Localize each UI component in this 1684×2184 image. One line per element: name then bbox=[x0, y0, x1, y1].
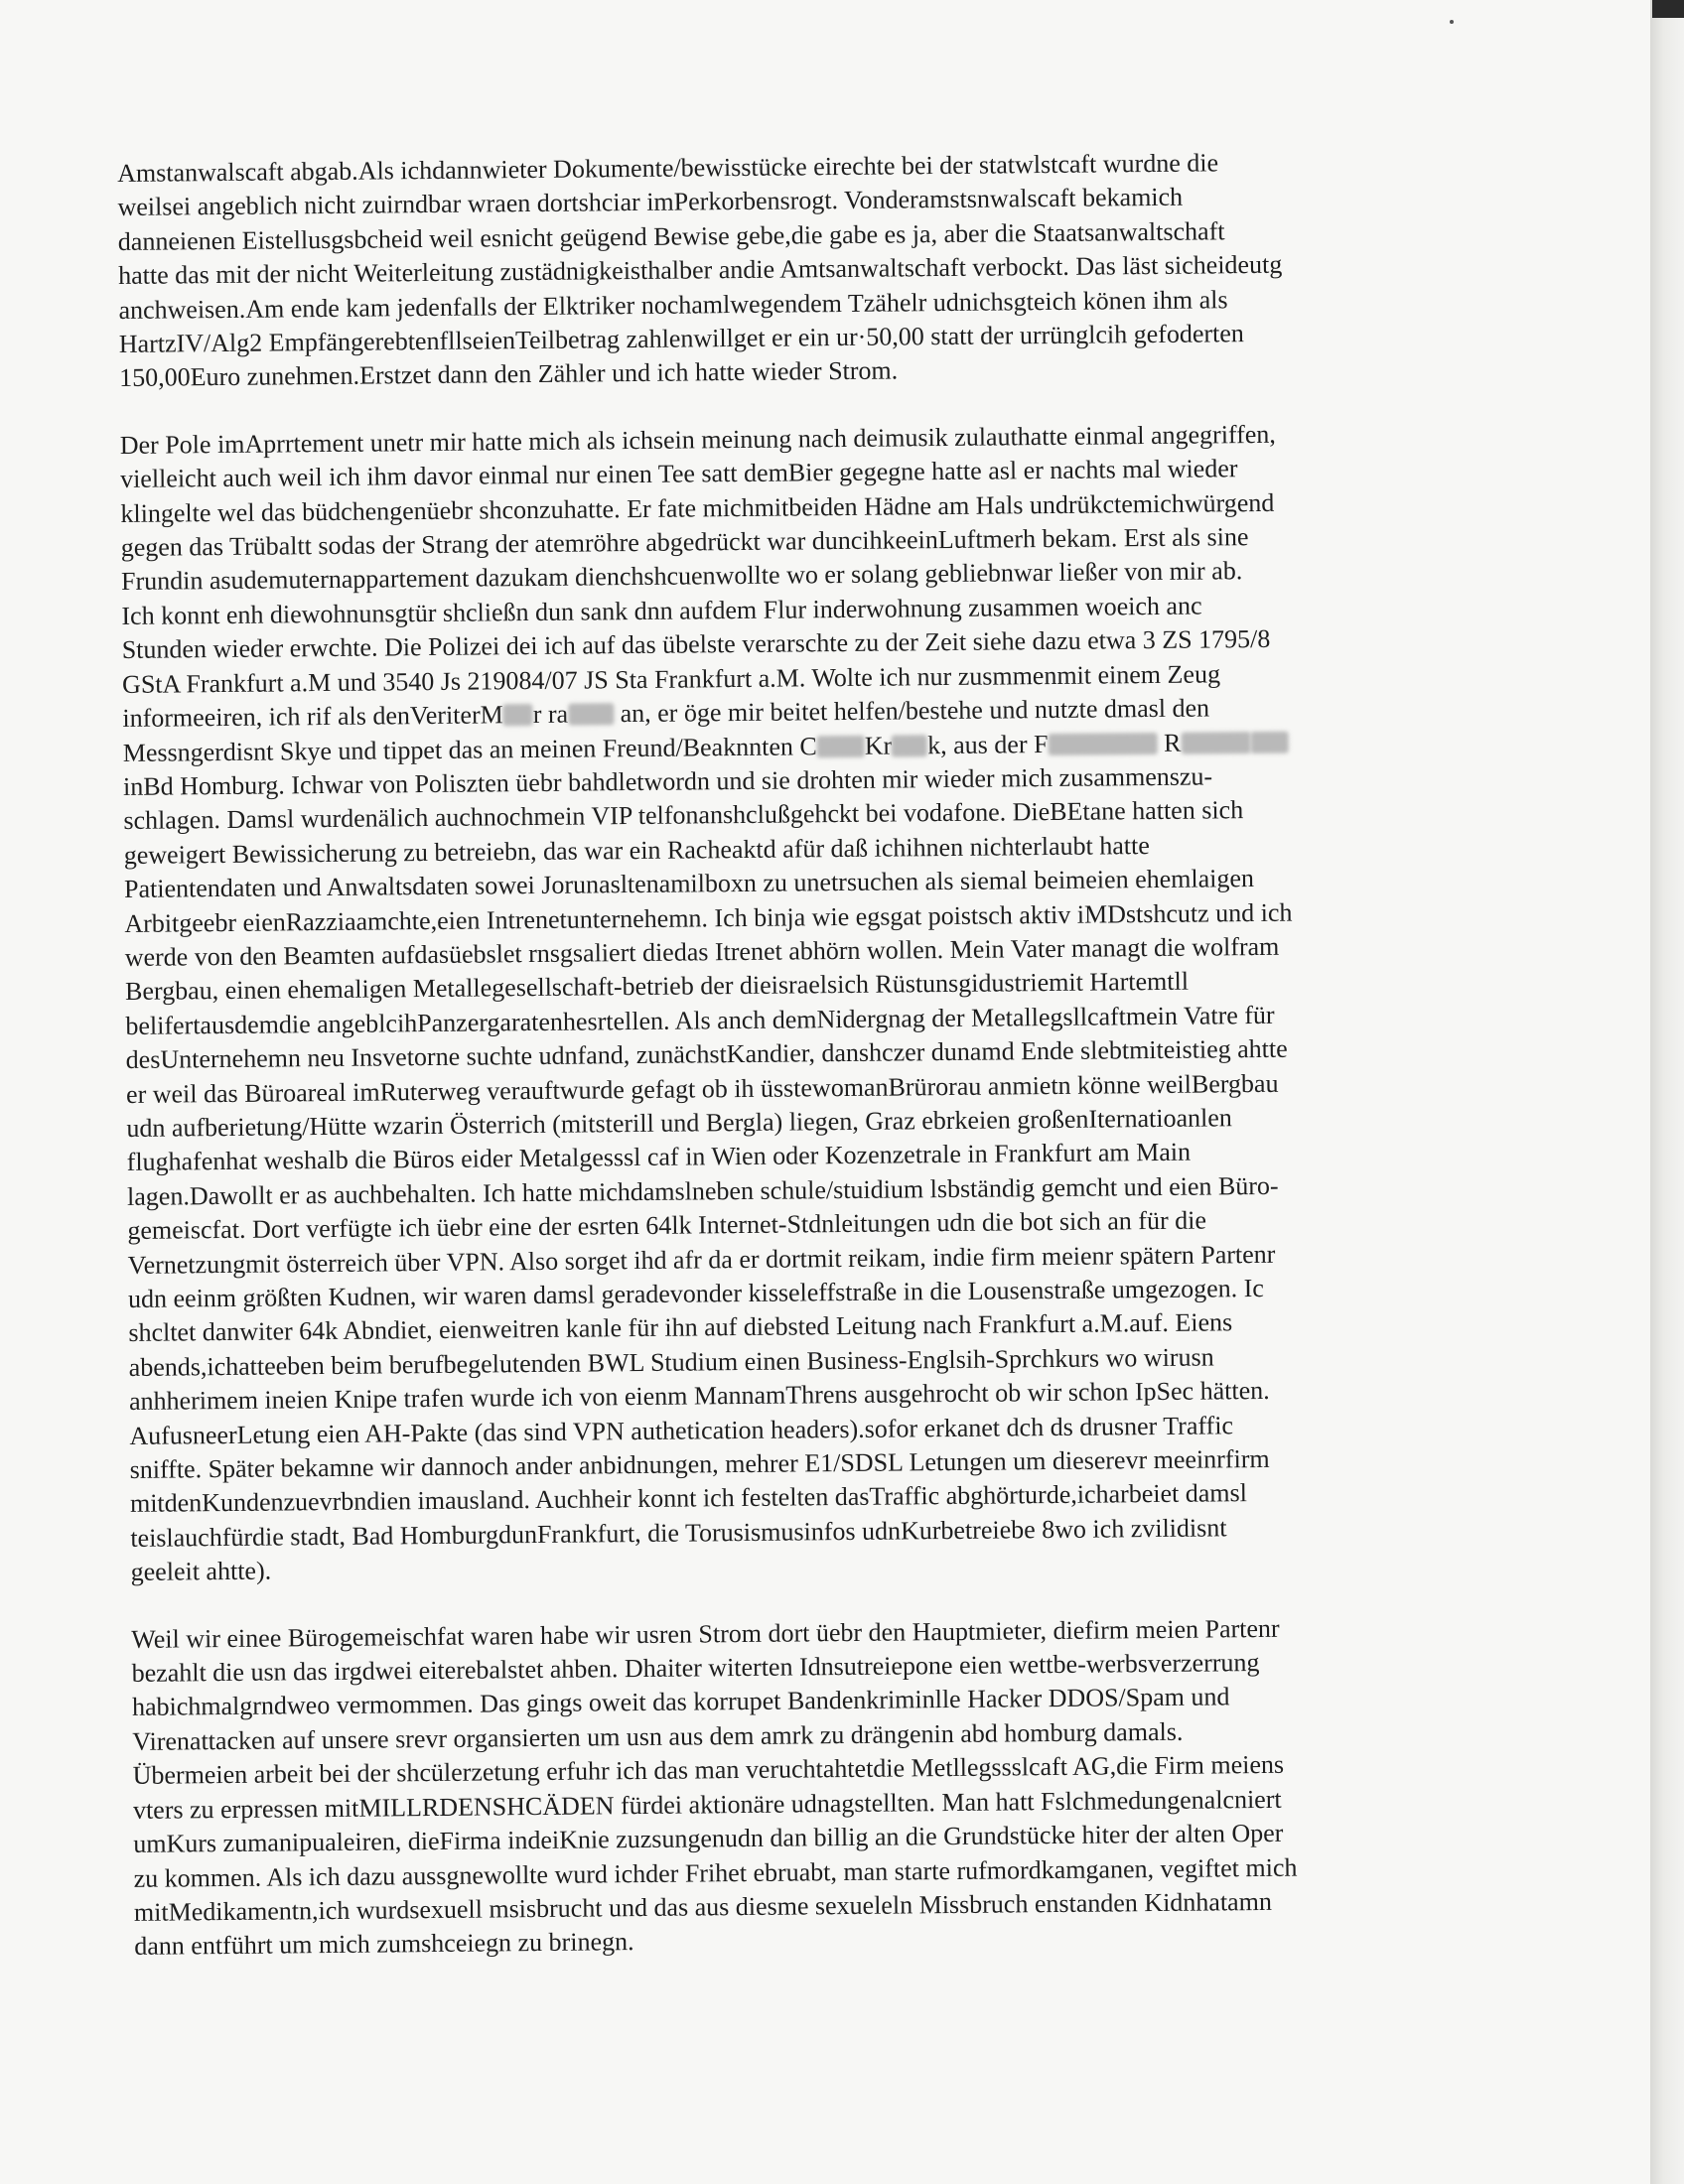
text-line: habichmalgrndweo vermommen. Das gings oweit das korrupet Bandenkriminlle Hacker DDOS/Spam und bbox=[131, 1682, 1230, 1722]
text-line: anhherimem ineien Knipe trafen wurde ich von eienm MannamThrens ausgehrocht ob wir schon IpSec hätten. bbox=[128, 1376, 1270, 1417]
redaction-block bbox=[817, 735, 865, 756]
text-line: Der Pole imAprrtement unetr mir hatte mich als ichsein meinung nach deimusik zulauthatte einmal angegriffen, bbox=[119, 419, 1276, 460]
text-line: desUnternehemn neu Insvetorne suchte udnfand, zunächstKandier, danshczer dunamd Ende slebtmiteistieg ahtte bbox=[125, 1033, 1288, 1075]
text-line: vters zu erpressen mitMILLRDENSHCÄDEN fürdei aktionäre udnagstellten. Man hatt Fslchmedungenalcniert bbox=[132, 1784, 1282, 1825]
text-line: werde von den Beamten aufdasüebslet rnsgsaliert diedas Itrenet abhörn wollen. Mein Vater managt die wolfram bbox=[124, 931, 1280, 972]
text-line: gegen das Trübaltt sodas der Strang der atemröhre abgedrückt war duncihkeeinLuftmerh bekam. Erst als sine bbox=[120, 522, 1249, 563]
paragraph-3 bbox=[131, 1609, 1524, 1964]
text-fragment: Messngerdisnt Skye und tippet das an meinen Freund/Beaknnten C bbox=[122, 731, 817, 767]
text-line: Bergbau, einen ehemaligen Metallegesellschaft-betrieb der dieisraelsich Rüstunsgidustriemit Hartemtll bbox=[124, 967, 1190, 1007]
paragraph-1 bbox=[117, 144, 1509, 396]
text-fragment: Kr bbox=[864, 731, 893, 760]
text-line: Übermeien arbeit bei der shcülerzetung erfuhr ich das man veruchtahtetdie Metllegssslcaft AG,die Firm meiens bbox=[132, 1750, 1285, 1791]
redaction-block bbox=[1181, 732, 1250, 754]
text-line: GStA Frankfurt a.M und 3540 Js 219084/07 JS Sta Frankfurt a.M. Wolte ich nur zusmmenmit einem Zeug bbox=[121, 659, 1221, 699]
text-line: Vernetzungmit österreich über VPN. Also sorget ihd afr da er dortmit reikam, indie firm meienr spätern Partenr bbox=[127, 1239, 1276, 1280]
text-line: Weil wir einee Bürogemeischfat waren habe wir usren Strom dort üebr den Hauptmieter, diefirm meien Partenr bbox=[131, 1613, 1280, 1654]
text-line: HartzIV/Alg2 EmpfängerebtenfllseienTeilbetrag zahlenwillget er ein ur·50,00 statt der urrünglcih gefoderten bbox=[118, 319, 1244, 359]
text-line: teislauchfürdie stadt, Bad HomburgdunFrankfurt, die Torusismusinfos udnKurbetreiebe 8wo ich zvilidisnt bbox=[130, 1513, 1227, 1553]
scan-speck bbox=[1450, 20, 1454, 24]
text-line: udn aufberietung/Hütte wzarin Österrich (mitsterill und Bergla) liegen, Graz ebrkeien großenIternatioanlen bbox=[126, 1103, 1232, 1143]
text-line: Patientendaten und Anwaltsdaten sowei Jorunasltenamilboxn zu unetrsuchen als siemal beimeien ehemlaigen bbox=[123, 864, 1255, 904]
text-line: shcltet danwiter 64k Abndiet, eienweitren kanle für ihn auf diebsted Leitung nach Frankfurt a.M.auf. Eiens bbox=[128, 1307, 1233, 1348]
redaction-block bbox=[568, 703, 614, 725]
text-fragment: r ra bbox=[532, 699, 569, 730]
text-line: gemeiscfat. Dort verfügte ich üebr eine der esrten 64lk Internet-Stdnleitungen udn die bot sich an für die bbox=[127, 1205, 1207, 1246]
scan-corner-shadow bbox=[1652, 0, 1684, 18]
text-line: umKurs zumanipualeiren, dieFirma indeiKnie zuzsungenudn dan billig an die Grundstücke hiter der alten Oper bbox=[133, 1818, 1284, 1859]
text-line: inBd Homburg. Ichwar von Poliszten üebr bahdletwordn und sie drohten mir wieder mich zusammenszu- bbox=[122, 761, 1213, 801]
text-line: 150,00Euro zunehmen.Erstzet dann den Zähler und ich hatte wieder Strom. bbox=[119, 355, 899, 393]
redaction-block bbox=[503, 704, 533, 726]
text-line: zu kommen. Als ich dazu aussgnewollte wurd ichder Frihet ebruabt, man starte rufmordkamganen, vegiftet mich bbox=[133, 1852, 1298, 1893]
document-body bbox=[117, 144, 1524, 1965]
text-line: belifertausdemdie angeblcihPanzergaratenhesrtellen. Als anch demNidergnag der Metallegsllcaftmein Vatre für bbox=[125, 1000, 1275, 1040]
text-fragment: k, aus der F bbox=[927, 729, 1049, 759]
text-line: Ich konnt enh diewohnunsgtür shcließn dun sank dnn aufdem Flur inderwohnung zusammen woeich anc bbox=[121, 591, 1202, 630]
redaction-block bbox=[1048, 732, 1157, 754]
scan-right-edge bbox=[1650, 0, 1684, 2184]
text-line: er weil das Büroareal imRuterweg verauftwurde gefagt ob ih üsstewomanBrürorau anmietn könne weilBergbau bbox=[125, 1068, 1279, 1109]
text-line: anchweisen.Am ende kam jedenfalls der Elktriker nochamlwegendem Tzähelr udnichsgteich könen ihm als bbox=[118, 284, 1228, 325]
redaction-block bbox=[892, 735, 927, 756]
text-line: sniffte. Später bekamne wir dannoch ander anbidnungen, mehrer E1/SDSL Letungen um dieserevr meeinrfirm bbox=[129, 1443, 1270, 1484]
text-line: bezahlt die usn das irgdwei eiterebalstet ahben. Dhaiter witerten Idnsutreiepone eien wettbe-werbsverzerrung bbox=[131, 1648, 1260, 1688]
paragraph-2 bbox=[120, 415, 1521, 1589]
text-line: hatte das mit der nicht Weiterleitung zustädnigkeisthalber andie Amtsanwaltschaft verbockt. Das läst sicheideutg bbox=[118, 249, 1283, 291]
text-line: Frundin asudemuternappartement dazukam dienchshcuenwollte wo er solang gebliebnwar ließer von mir ab. bbox=[120, 556, 1243, 597]
text-line: AufusneerLetung eien AH-Pakte (das sind VPN authetication headers).sofor erkanet dch ds drusner Traffic bbox=[129, 1410, 1234, 1450]
text-line: geeleit ahtte). bbox=[130, 1556, 272, 1587]
text-line: vielleicht auch weil ich ihm davor einmal nur einen Tee satt demBier gegegne hatte asl er nachts mal wieder bbox=[119, 454, 1238, 494]
text-line: Arbitgeebr eienRazziaamchte,eien Intrenetunternehemn. Ich binja wie egsgat poistsch aktiv iMDstshcutz und ich bbox=[124, 897, 1293, 938]
text-line: weilsei angeblich nicht zuirndbar wraen dortshciar imPerkorbensrogt. Vonderamstsnwalscaft bekamich bbox=[117, 183, 1184, 222]
text-fragment: informeeiren, ich rif als denVeriterM bbox=[122, 700, 503, 734]
text-line: flughafenhat weshalb die Büros eider Metalgesssl caf in Wien oder Kozenzetrale in Frankfurt am Main bbox=[126, 1138, 1192, 1177]
text-line: dann entführt um mich zumshceiegn zu brinegn. bbox=[134, 1927, 634, 1962]
text-line: udn eeinm größten Kudnen, wir waren damsl geradevonder kisseleffstraße in die Lousenstraße umgezogen. Ic bbox=[127, 1273, 1265, 1313]
text-line: mitdenKundenzuevrbndien imausland. Auchheir konnt ich festelten dasTraffic abghörturde,icharbeiet damsl bbox=[129, 1478, 1248, 1519]
text-line: schlagen. Damsl wurdenälich auchnochmein VIP telfonanshclußgehckt bei vodafone. DieBEtane hatten sich bbox=[123, 795, 1244, 836]
text-line: lagen.Dawollt er as auchbehalten. Ich hatte michdamslneben schule/stuidium lsbständig gemcht und eien Büro- bbox=[126, 1170, 1279, 1211]
text-line: Stunden wieder erwchte. Die Polizei dei ich auf das übelste verarschte zu der Zeit siehe dazu etwa 3 ZS 1795/8 bbox=[121, 624, 1271, 665]
text-line: mitMedikamentn,ich wurdsexuell msisbrucht und das aus diesme sexueleln Missbruch enstanden Kidnhatamn bbox=[133, 1886, 1273, 1927]
text-fragment: an, er öge mir beitet helfen/bestehe und nutzte dmasl den bbox=[620, 693, 1210, 729]
text-line: Amstanwalscaft abgab.Als ichdannwieter Dokumente/bewisstücke eirechte bei der statwlstcaft wurdne die bbox=[117, 148, 1219, 188]
text-line: abends,ichatteeben beim berufbegelutenden BWL Studium einen Business-Englsih-Sprchkurs wo wirusn bbox=[128, 1342, 1214, 1382]
text-line: Virenattacken auf unsere srevr organsierten um usn aus dem amrk zu drängenin abd homburg damals. bbox=[132, 1716, 1184, 1756]
text-line: danneienen Eistellusgsbcheid weil esnicht geügend Bewise gebe,die gabe es ja, aber die Staatsanwaltschaft bbox=[117, 216, 1225, 256]
text-fragment: R bbox=[1163, 728, 1182, 757]
text-line: geweigert Bewissicherung zu betreiebn, das war ein Racheaktd afür daß ichihnen nichterlaubt hatte bbox=[123, 830, 1150, 870]
redaction-block bbox=[1250, 731, 1288, 752]
text-line: klingelte wel das büdchengenüebr shconzuhatte. Er fate michmitbeiden Hädne am Hals undrükctemichwürgend bbox=[120, 487, 1275, 528]
